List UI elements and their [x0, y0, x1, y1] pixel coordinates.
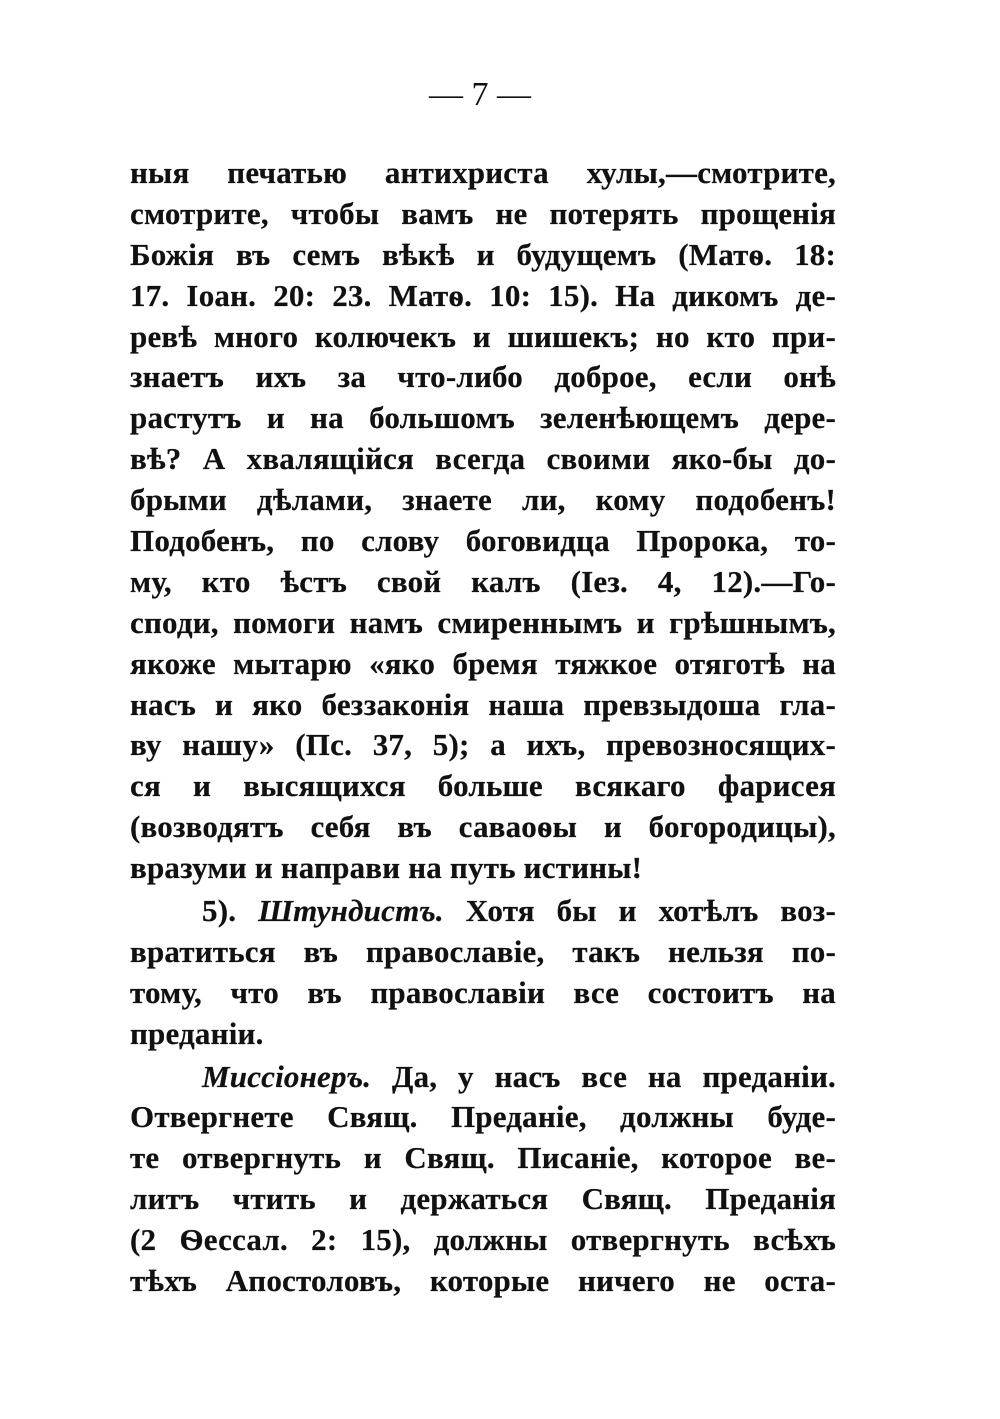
line-text: ву нашу» (Пс. 37, 5); а ихъ, превозносящих-: [130, 727, 836, 763]
line-text: тому, что въ православіи все состоитъ на: [130, 974, 836, 1010]
line-text: споди, помоги намъ смиреннымъ и грѣшнымъ,: [130, 604, 836, 640]
text-line: [130, 1261, 836, 1302]
text-line: [130, 644, 836, 685]
text-line: [130, 317, 836, 358]
line-text: смотрите, чтобы вамъ не потерять прощенія: [130, 195, 836, 231]
line-text: 17. Іоан. 20: 23. Матѳ. 10: 15). На дикомъ де-: [130, 277, 836, 313]
text-line: [130, 848, 836, 889]
text-line: [130, 932, 836, 973]
line-text: вѣ? А хвалящійся всегда своими яко-бы до-: [130, 441, 836, 477]
line-text: брыми дѣлами, знаете ли, кому подобенъ!: [130, 482, 836, 518]
text-line: [130, 398, 836, 439]
text-line: [130, 521, 836, 562]
line-text: якоже мытарю «яко бремя тяжкое отяготѣ на: [130, 645, 836, 681]
text-line: [130, 194, 836, 235]
text-line: [130, 235, 836, 276]
line-text: ныя печатью антихриста хулы,—смотрите,: [130, 155, 836, 190]
line-text: литъ чтить и держаться Свящ. Преданія: [130, 1181, 836, 1217]
line-text: (возводятъ себя въ саваоѳы и богородицы),: [130, 809, 836, 845]
text-line: [130, 725, 836, 766]
line-text: (2 Ѳессал. 2: 15), должны отвергнуть всѣхъ: [130, 1222, 836, 1258]
line-text: 5).: [202, 893, 259, 929]
text-line: [130, 973, 836, 1014]
line-text: му, кто ѣстъ свой калъ (Іез. 4, 12).—Го-: [130, 563, 836, 599]
line-text: Да, у насъ все на преданіи.: [371, 1058, 836, 1094]
text-line: [130, 685, 836, 726]
line-text: ревѣ много колючекъ и шишекъ; но кто при-: [130, 318, 836, 354]
page-number: — 7 —: [429, 76, 531, 113]
line-text: ся и высящихся больше всякаго фарисея: [130, 768, 836, 804]
line-text: Хотя бы и хотѣлъ воз-: [443, 893, 836, 929]
text-line: [130, 276, 836, 317]
line-text: Отвергнете Свящ. Преданіе, должны буде-: [130, 1099, 836, 1135]
line-text: преданіи.: [130, 1015, 264, 1051]
text-line: [130, 1057, 836, 1098]
text-line: [130, 1014, 836, 1055]
line-text: знаетъ ихъ за что-либо доброе, если онѣ: [130, 359, 836, 395]
text-line: [130, 1220, 836, 1261]
text-line: [130, 1179, 836, 1220]
line-text: Подобенъ, по слову боговидца Пророка, то-: [130, 523, 836, 559]
line-text: тѣхъ Апостоловъ, которые ничего не оста-: [130, 1263, 836, 1299]
line-text: те отвергнуть и Свящ. Писаніе, которое ве-: [130, 1140, 836, 1176]
text-line: [130, 603, 836, 644]
text-line: [130, 357, 836, 398]
text-line: [130, 1097, 836, 1138]
text-line: [130, 153, 836, 194]
line-text: вратиться въ православіе, такъ нельзя по-: [130, 933, 836, 969]
text-line: [130, 439, 836, 480]
text-line: [130, 807, 836, 848]
body-text: [130, 153, 836, 1302]
line-text: вразуми и направи на путь истины!: [130, 850, 643, 886]
speaker-label: Миссіонеръ.: [202, 1058, 372, 1094]
line-text: Божія въ семъ вѣкѣ и будущемъ (Матѳ. 18:: [130, 236, 836, 272]
speaker-label: Штундистъ.: [258, 893, 444, 929]
text-line: [130, 562, 836, 603]
text-line: [130, 1138, 836, 1179]
text-line: [130, 891, 836, 932]
line-text: насъ и яко беззаконія наша превзыдоша гла-: [130, 686, 836, 722]
line-text: растутъ и на большомъ зеленѣющемъ дере-: [130, 400, 836, 436]
text-line: [130, 480, 836, 521]
text-line: [130, 766, 836, 807]
